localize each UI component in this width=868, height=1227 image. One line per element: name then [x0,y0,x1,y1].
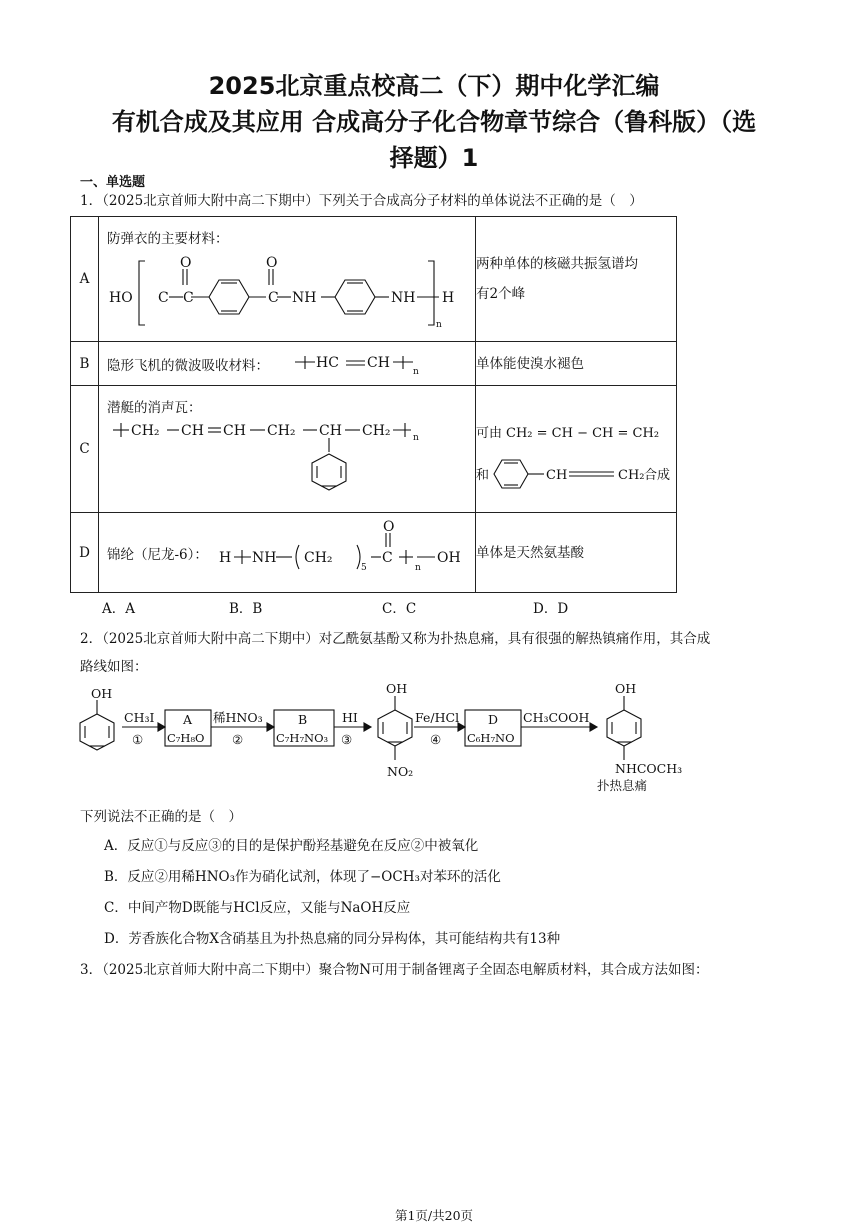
row-description: 潜艇的消声瓦： [107,400,202,416]
title-line-2: 有机合成及其应用 合成高分子化合物章节综合（鲁科版）（选 [111,108,757,136]
row-statement: 两种单体的核磁共振氢谱均 [476,256,638,272]
product-oh: OH [615,681,637,696]
product-substituent: NHCOCH₃ [615,761,683,776]
kevlar-structure [99,217,475,342]
step-3: ③ [341,732,353,747]
q1-choice-a[interactable]: A．A [102,601,135,617]
question-2-stem-cont: 路线如图： [80,659,148,675]
box-b-label: B [298,712,308,727]
svg-text:CH₂ = CH − CH = CH₂: CH₂ = CH − CH = CH₂ [506,426,660,441]
svg-text:HC: HC [316,355,339,371]
question-2-stem: 2．（2025北京首师大附中高二下期中）对乙酰氨基酚又称为扑热息痛，具有很强的解热镇痛作用，其合成 [80,631,711,647]
step-1: ① [132,732,144,747]
box-d-label: D [488,712,499,727]
row-label: A [71,217,99,342]
svg-text:n: n [413,433,419,443]
q1-choice-b[interactable]: B．B [229,601,263,617]
svg-text:CH: CH [367,355,390,371]
right-text-and: 和 [476,468,490,483]
q1-choice-c[interactable]: C．C [382,601,417,617]
q2-option-c[interactable]: C．中间产物D既能与HCl反应，又能与NaOH反应 [104,900,411,916]
question-3-stem: 3．（2025北京首师大附中高二下期中）聚合物N可用于制备锂离子全固态电解质材料，其合成方法如图： [80,962,709,978]
svg-text:C: C [382,550,393,566]
reagent-1: CH₃I [124,710,155,725]
svg-text:OH: OH [437,550,461,566]
svg-text:O: O [180,255,192,271]
svg-text:CH₂: CH₂ [618,468,645,483]
svg-text:H: H [219,550,232,566]
svg-text:NH: NH [252,550,277,566]
row-statement: 单体是天然氨基酸 [476,544,584,561]
table-row [71,386,677,513]
reagent-5: CH₃COOH [523,710,590,725]
svg-text:NH: NH [292,290,317,306]
svg-text:HO: HO [109,290,133,306]
table-row [71,217,677,342]
q2-option-a[interactable]: A．反应①与反应③的目的是保护酚羟基避免在反应②中被氧化 [104,838,479,854]
svg-text:C: C [183,290,194,306]
svg-text:n: n [436,320,442,330]
polyacetylene-structure [99,342,475,386]
box-a-label: A [183,712,193,727]
row-description: 隐形飞机的微波吸收材料： [107,358,269,374]
svg-text:CH₂: CH₂ [131,423,160,439]
row-description: 锦纶（尼龙-6）： [107,547,208,563]
question-1-stem: 1．（2025北京首师大附中高二下期中）下列关于合成高分子材料的单体说法不正确的是（ ） [80,193,643,209]
svg-text:5: 5 [361,563,367,573]
step-2: ② [232,732,244,747]
svg-text:C: C [158,290,169,306]
nylon6-structure [99,513,475,593]
section-heading: 一、单选题 [80,175,146,190]
box-a-formula: C₇H₈O [167,731,205,745]
svg-text:O: O [266,255,278,271]
svg-text:n: n [413,367,419,377]
step-4: ④ [430,732,442,747]
question-2-prompt: 下列说法不正确的是（ ） [80,809,242,825]
svg-text:CH: CH [223,423,246,439]
phenol-oh: OH [91,686,113,701]
q1-choice-d[interactable]: D．D [533,601,569,617]
svg-text:CH: CH [546,468,568,483]
right-text-suffix: 合成 [644,468,671,483]
title-line-3: 择题）1 [389,144,479,172]
table-row [71,513,677,593]
title-line-1: 2025北京重点校高二（下）期中化学汇编 [208,72,660,100]
nitrophenol-oh: OH [386,681,408,696]
row-statement-cont: 有2个峰 [476,286,526,302]
sbr-monomers [476,399,671,499]
svg-text:n: n [415,563,421,573]
row-label: C [71,386,99,513]
sbr-structure [99,386,475,513]
synthesis-scheme [0,680,868,800]
svg-text:CH: CH [319,423,342,439]
page-footer: 第1页/共20页 [394,1208,474,1223]
box-b-formula: C₇H₇NO₃ [276,731,329,745]
product-name: 扑热息痛 [597,778,648,793]
svg-text:CH₂: CH₂ [304,550,333,566]
row-label: B [71,342,99,386]
svg-text:H: H [442,290,455,306]
row-description: 防弹衣的主要材料： [107,231,229,247]
right-text-prefix: 可由 [476,426,503,441]
svg-text:CH: CH [181,423,204,439]
svg-text:CH₂: CH₂ [267,423,296,439]
row-statement: 单体能使溴水褪色 [476,355,584,372]
nitro-group: NO₂ [387,764,414,779]
svg-text:NH: NH [391,290,416,306]
question-1-table [70,216,677,593]
box-d-formula: C₆H₇NO [467,731,515,745]
reagent-3: HI [342,710,358,725]
svg-text:O: O [383,519,395,535]
table-row [71,342,677,386]
q2-option-d[interactable]: D．芳香族化合物X含硝基且为扑热息痛的同分异构体，其可能结构共有13种 [104,931,561,947]
svg-text:CH₂: CH₂ [362,423,391,439]
reagent-2: 稀HNO₃ [213,710,263,725]
svg-text:C: C [268,290,279,306]
reagent-4: Fe/HCl [415,710,460,725]
q2-option-b[interactable]: B．反应②用稀HNO₃作为硝化试剂，体现了−OCH₃对苯环的活化 [104,869,501,885]
row-label: D [71,513,99,593]
